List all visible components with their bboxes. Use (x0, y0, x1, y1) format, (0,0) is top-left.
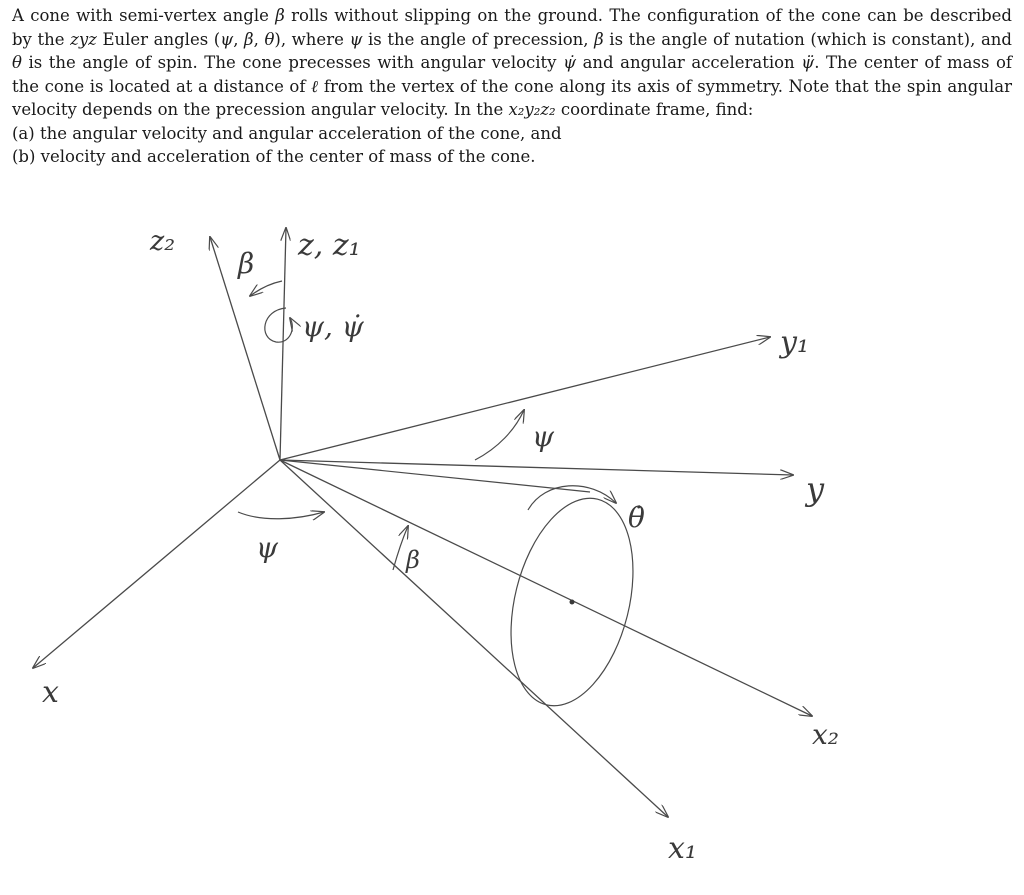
symbol-theta: θ (12, 53, 22, 72)
psi-arrow-upper (475, 410, 524, 460)
text-segment: A cone with semi-vertex angle (12, 6, 276, 25)
beta-arrow-top (250, 281, 282, 296)
z-z1-axis (280, 228, 286, 460)
text-segment: , (253, 29, 265, 49)
y1-axis (280, 337, 770, 460)
precession-loop-arrow (265, 308, 293, 342)
text-segment: . The center of mass of the cone is located at a distance of (12, 53, 1013, 96)
label-y: y (806, 470, 825, 508)
label-psi-psidot: ψ, ψ̇ (302, 310, 364, 343)
problem-statement (12, 4, 1012, 169)
text-segment: rolls without slipping on the ground. The configuration of the cone can be described by the (12, 6, 1012, 49)
x1-axis (280, 460, 668, 817)
problem-paragraph (12, 4, 1012, 122)
label-x: x (42, 675, 59, 710)
text-segment: ), where (274, 29, 350, 49)
text-segment: from the vertex of the cone along its axis of symmetry. Note that the spin angular velocity depends on the precession angular velocity. In the (12, 76, 1012, 119)
label-z-z1: z, z₁ (298, 228, 361, 263)
symbol-beta: β (244, 29, 254, 49)
symbol-psi-dot: ψ̇ (563, 53, 577, 72)
symbol-beta: β (275, 6, 285, 25)
part-b: (b) velocity and acceleration of the center of mass of the cone. (12, 147, 536, 166)
label-psi-upper: ψ (532, 420, 554, 453)
label-z2: z₂ (150, 226, 176, 257)
text-segment: , (233, 29, 245, 49)
x2-axis (280, 460, 812, 716)
text-segment: coordinate frame, find: (555, 100, 754, 119)
label-theta-dot: θ̇ (628, 501, 645, 534)
symbol-psi: ψ (349, 29, 363, 49)
text-segment: is the angle of spin. The cone precesses with angular velocity (21, 53, 564, 72)
label-beta-lower: β (406, 546, 420, 574)
label-psi-lower: ψ (256, 531, 278, 564)
symbol-ell: ℓ (311, 76, 319, 96)
label-y1: y₁ (780, 325, 809, 360)
cone-diagram (0, 200, 1024, 895)
text-segment: Euler angles ( (96, 29, 221, 49)
label-x1: x₁ (668, 831, 697, 866)
center-of-mass-point (570, 600, 575, 605)
psi-arrow-lower (238, 512, 324, 519)
symbol-beta: β (594, 29, 604, 49)
text-segment: is the angle of nutation (which is constant), and (603, 29, 1012, 49)
part-a: (a) the angular velocity and angular acceleration of the cone, and (12, 123, 562, 143)
symbol-psi: ψ (220, 29, 234, 49)
spin-arrow (528, 486, 616, 510)
text-segment: is the angle of precession, (362, 29, 595, 49)
symbol-psi-ddot: ψ̈ (801, 53, 815, 72)
symbol-zyz: zyz (70, 29, 97, 49)
label-x2: x₂ (812, 718, 840, 751)
symbol-frame: x₂y₂z₂ (508, 100, 556, 119)
symbol-theta: θ (264, 29, 275, 49)
text-segment: and angular acceleration (576, 53, 802, 72)
label-beta-top: β (238, 247, 255, 280)
x-axis (33, 460, 280, 668)
